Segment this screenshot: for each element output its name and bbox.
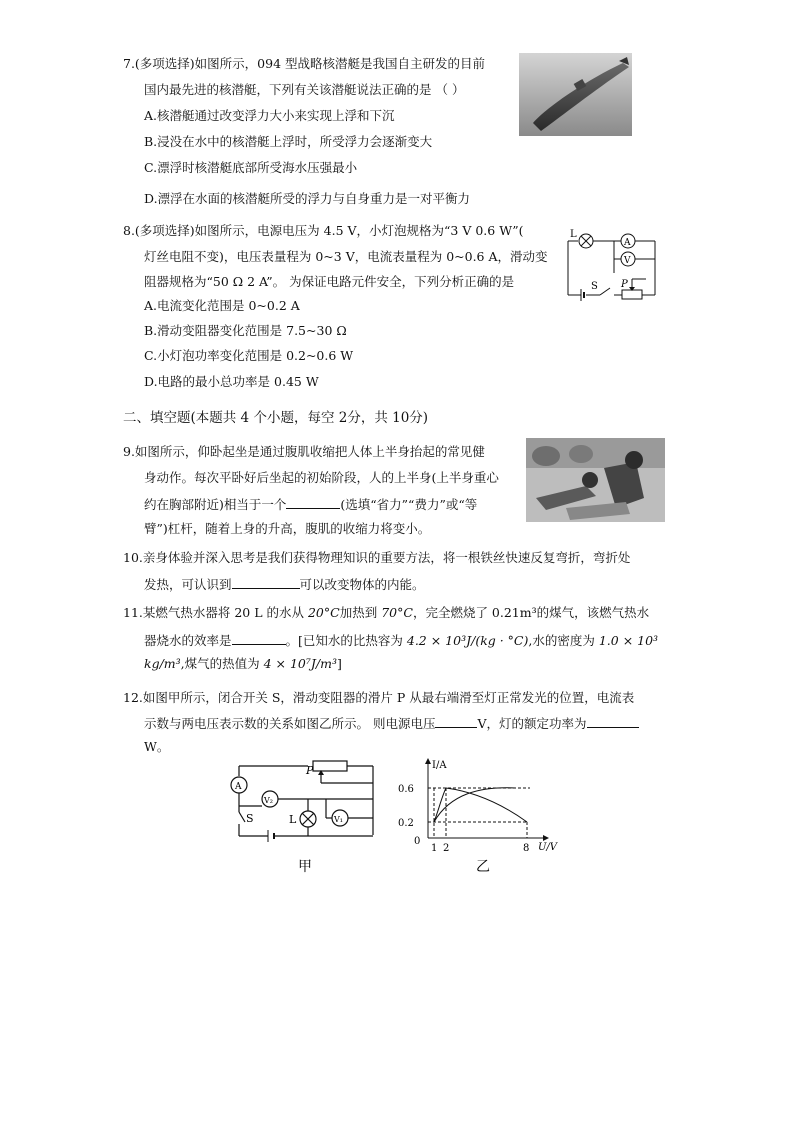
q12-ammeter-label: A bbox=[235, 782, 242, 792]
q8-switch-label: S bbox=[591, 281, 598, 292]
q8-option-a: A.电流变化范围是 0~0.2 A bbox=[144, 298, 300, 313]
q10-line1: 10.亲身体验并深入思考是我们获得物理知识的重要方法，将一根铁丝快速反复弯折，弯折处 bbox=[123, 550, 631, 565]
graph-tick-02: 0.2 bbox=[398, 818, 414, 829]
q9-line2: 身动作。每次平卧好后坐起的初始阶段，人的上半身(上半身重心 bbox=[144, 470, 499, 485]
q10-line2: 发热，可认识到 可以改变物体的内能。 bbox=[144, 577, 425, 592]
q11-line2: 器烧水的效率是 。[已知水的比热容为 4.2 × 10³J/(kg · °C),水的密度为 1.0 × 10³ bbox=[144, 633, 659, 648]
q12-power-blank[interactable] bbox=[587, 715, 639, 728]
q7-stem-line2: 国内最先进的核潜艇，下列有关该潜艇说法正确的是 （ ） bbox=[144, 82, 465, 97]
q9-line3: 约在胸部附近)相当于一个 (选填“省力”“费力”或“等 bbox=[144, 497, 478, 512]
graph-tick-06: 0.6 bbox=[398, 784, 414, 795]
q8-stem-line3: 阻器规格为“50 Ω 2 A”。 为保证电路元件安全，下列分析正确的是 bbox=[144, 274, 515, 289]
q12-line3: W。 bbox=[144, 739, 170, 754]
figure-jia-caption: 甲 bbox=[298, 859, 312, 875]
graph-tick-x8: 8 bbox=[523, 843, 530, 854]
q7-option-d: D.漂浮在水面的核潜艇所受的浮力与自身重力是一对平衡力 bbox=[144, 191, 471, 206]
q7-stem-line1: 7.(多项选择)如图所示，094 型战略核潜艇是我国自主研发的目前 bbox=[123, 56, 486, 71]
figure-yi-caption: 乙 bbox=[476, 859, 490, 874]
q7-option-c: C.漂浮时核潜艇底部所受海水压强最小 bbox=[144, 160, 358, 175]
q12-line2: 示数与两电压表示数的关系如图乙所示。 则电源电压 V，灯的额定功率为 bbox=[144, 715, 639, 732]
q12-lamp-label: L bbox=[289, 813, 297, 826]
graph-tick-x2: 2 bbox=[443, 843, 450, 854]
q12-slider-label: P bbox=[306, 764, 314, 777]
q12-v1-label: V₁ bbox=[334, 815, 343, 824]
q9-answer-blank[interactable] bbox=[286, 496, 340, 509]
q12-circuit-jia bbox=[226, 758, 386, 876]
q7-option-b: B.浸没在水中的核潜艇上浮时，所受浮力会逐渐变大 bbox=[144, 134, 433, 149]
q9-line1: 9.如图所示，仰卧起坐是通过腹肌收缩把人体上半身抬起的常见健 bbox=[123, 444, 485, 459]
q8-circuit-diagram bbox=[548, 223, 660, 303]
q11-line1: 11.某燃气热水器将 20 L 的水从 20°C加热到 70°C，完全燃烧了 0.21m³的煤气，该燃气热水 bbox=[123, 605, 650, 620]
q8-stem-line1: 8.(多项选择)如图所示，电源电压为 4.5 V，小灯泡规格为“3 V 0.6 W”( bbox=[123, 223, 524, 238]
q8-voltmeter-label: V bbox=[624, 256, 631, 266]
submarine-photo bbox=[519, 53, 632, 136]
situp-photo bbox=[526, 438, 665, 522]
q7-option-a: A.核潜艇通过改变浮力大小来实现上浮和下沉 bbox=[144, 108, 395, 123]
q8-option-b: B.滑动变阻器变化范围是 7.5~30 Ω bbox=[144, 323, 347, 338]
q8-slider-label: P bbox=[621, 279, 628, 290]
graph-y-label: I/A bbox=[432, 760, 447, 771]
q12-line1: 12.如图甲所示，闭合开关 S，滑动变阻器的滑片 P 从最右端滑至灯正常发光的位置，电流表 bbox=[123, 690, 635, 705]
q8-ammeter-label: A bbox=[624, 238, 631, 248]
q8-option-d: D.电路的最小总功率是 0.45 W bbox=[144, 374, 319, 389]
q11-line3: kg/m³,煤气的热值为 4 × 10⁷J/m³] bbox=[144, 656, 342, 671]
q8-option-c: C.小灯泡功率变化范围是 0.2~0.6 W bbox=[144, 348, 354, 363]
graph-tick-x1: 1 bbox=[431, 843, 438, 854]
graph-origin: 0 bbox=[414, 836, 421, 847]
q9-line4: 臂”)杠杆，随着上身的升高，腹肌的收缩力将变小。 bbox=[144, 521, 431, 536]
q12-voltage-blank[interactable] bbox=[435, 715, 477, 728]
q12-v2-label: V₂ bbox=[264, 796, 273, 805]
q12-switch-label: S bbox=[246, 812, 254, 825]
q8-lamp-label: L bbox=[570, 229, 577, 240]
section-2-heading: 二、填空题(本题共 4 个小题，每空 2分，共 10分) bbox=[123, 410, 429, 426]
q11-answer-blank[interactable] bbox=[232, 632, 286, 645]
q8-stem-line2: 灯丝电阻不变)，电压表量程为 0~3 V，电流表量程为 0~0.6 A，滑动变 bbox=[144, 249, 548, 264]
graph-x-label: U/V bbox=[538, 842, 558, 853]
q12-graph-yi bbox=[390, 752, 570, 874]
q10-answer-blank[interactable] bbox=[232, 576, 300, 589]
